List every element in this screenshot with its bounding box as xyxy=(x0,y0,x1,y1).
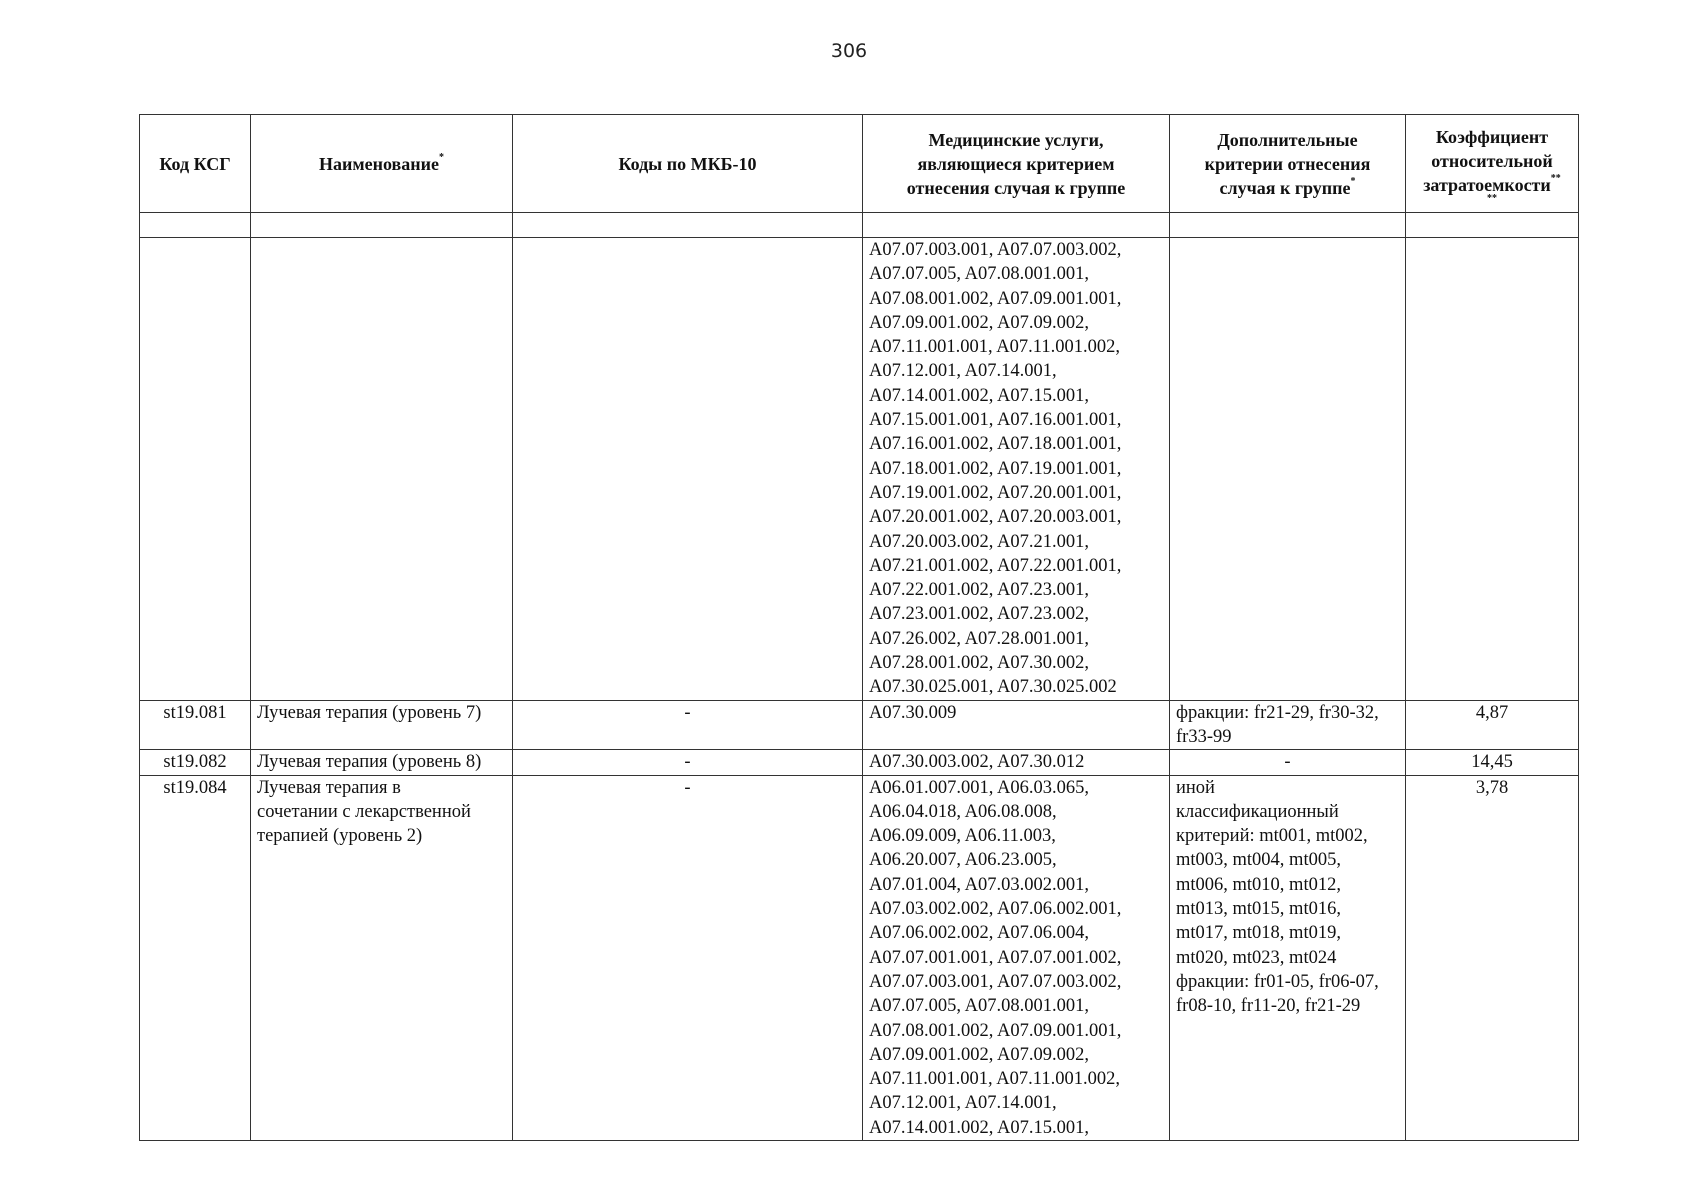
cell-services xyxy=(863,775,1170,1140)
cell-services-line: A07.16.001.002, A07.18.001.001, xyxy=(869,434,1122,455)
cell-services-line: A07.07.001.001, A07.07.001.002, xyxy=(869,947,1122,968)
cell-services-line: A07.14.001.002, A07.15.001, xyxy=(869,385,1089,406)
cell-services-line: A06.01.007.001, A06.03.065, xyxy=(869,777,1089,798)
cell-services-line: A07.08.001.002, A07.09.001.001, xyxy=(869,1020,1122,1041)
cell-services-line: A07.28.001.002, A07.30.002, xyxy=(869,653,1089,674)
cell-services-line: A07.12.001, A07.14.001, xyxy=(869,1093,1057,1114)
header-coefficient: Коэффициент относительной затратоемкости** ** xyxy=(1406,115,1579,213)
header-services: Медицинские услуги, являющиеся критерием отнесения случая к группе xyxy=(863,115,1170,213)
table-header-row xyxy=(140,115,1579,213)
table-row xyxy=(140,238,1579,701)
cell-criteria-line: mt013, mt015, mt016, xyxy=(1176,899,1341,920)
cell-coefficient-text: 4,87 xyxy=(1475,702,1509,723)
cell-criteria-line: иной xyxy=(1176,777,1215,798)
header-criteria: Дополнительные критерии отнесения случая к группе* xyxy=(1170,115,1406,213)
cell-services-line: A07.07.003.001, A07.07.003.002, xyxy=(869,971,1122,992)
header-name: Наименование* xyxy=(251,115,513,213)
cell-mkb-text: - xyxy=(684,752,691,773)
cell-name xyxy=(251,700,513,750)
cell-name xyxy=(251,750,513,775)
cell-mkb-text: - xyxy=(684,777,691,798)
table-row xyxy=(140,750,1579,775)
table-body xyxy=(140,238,1579,1141)
cell-services-line: A06.20.007, A06.23.005, xyxy=(869,850,1057,871)
ksg-table xyxy=(139,114,1579,1141)
cell-services-line: A07.11.001.001, A07.11.001.002, xyxy=(869,337,1120,358)
cell-services-line: A07.26.002, A07.28.001.001, xyxy=(869,628,1089,649)
cell-services-line: A07.06.002.002, A07.06.004, xyxy=(869,923,1089,944)
cell-services-line: A07.18.001.002, A07.19.001.001, xyxy=(869,458,1122,479)
cell-criteria xyxy=(1170,700,1406,750)
header-coefficient-footnote-mark-2: ** xyxy=(1487,192,1497,204)
cell-criteria-line: критерий: mt001, mt002, xyxy=(1176,826,1368,847)
cell-services xyxy=(863,700,1170,750)
cell-services-line: A07.30.009 xyxy=(869,702,957,723)
table-spacer-row xyxy=(140,213,1579,238)
cell-services-line: A07.20.001.002, A07.20.003.001, xyxy=(869,507,1122,528)
spacer-cell xyxy=(1170,213,1406,238)
cell-code xyxy=(140,775,251,1140)
cell-name xyxy=(251,238,513,701)
cell-criteria-line: - xyxy=(1284,752,1291,773)
cell-code-text: st19.084 xyxy=(163,777,227,798)
cell-services-line: A07.09.001.002, A07.09.002, xyxy=(869,1044,1089,1065)
cell-mkb xyxy=(513,750,863,775)
cell-criteria xyxy=(1170,238,1406,701)
header-criteria-footnote-mark: * xyxy=(1350,175,1356,187)
cell-criteria-line: mt017, mt018, mt019, xyxy=(1176,923,1341,944)
cell-code xyxy=(140,750,251,775)
cell-services-line: A06.09.009, A06.11.003, xyxy=(869,826,1056,847)
cell-name-line: терапией (уровень 2) xyxy=(257,826,423,847)
cell-services-line: A07.11.001.001, A07.11.001.002, xyxy=(869,1069,1120,1090)
cell-code xyxy=(140,238,251,701)
cell-criteria xyxy=(1170,750,1406,775)
cell-services-line: A07.07.005, A07.08.001.001, xyxy=(869,264,1089,285)
cell-coefficient xyxy=(1406,750,1579,775)
cell-criteria-line: фракции: fr21-29, fr30-32, xyxy=(1176,702,1379,723)
cell-criteria-line: fr33-99 xyxy=(1176,726,1232,747)
cell-name xyxy=(251,775,513,1140)
spacer-cell xyxy=(140,213,251,238)
cell-services-line: A07.20.003.002, A07.21.001, xyxy=(869,531,1089,552)
cell-services-line: A07.23.001.002, A07.23.002, xyxy=(869,604,1089,625)
cell-code-text: st19.081 xyxy=(163,702,227,723)
cell-services-line: A07.30.003.002, A07.30.012 xyxy=(869,752,1085,773)
cell-coefficient xyxy=(1406,238,1579,701)
cell-coefficient-text: 14,45 xyxy=(1471,752,1513,773)
cell-services xyxy=(863,238,1170,701)
cell-services-line: A07.15.001.001, A07.16.001.001, xyxy=(869,410,1122,431)
table-row xyxy=(140,700,1579,750)
header-mkb: Коды по МКБ-10 xyxy=(513,115,863,213)
cell-coefficient-text: 3,78 xyxy=(1475,777,1509,798)
cell-mkb xyxy=(513,775,863,1140)
spacer-cell xyxy=(513,213,863,238)
cell-services-line: A07.19.001.002, A07.20.001.001, xyxy=(869,482,1122,503)
cell-services-line: A07.03.002.002, A07.06.002.001, xyxy=(869,899,1122,920)
cell-name-line: Лучевая терапия (уровень 7) xyxy=(257,702,482,723)
header-name-footnote-mark: * xyxy=(439,151,444,163)
cell-criteria xyxy=(1170,775,1406,1140)
cell-name-line: Лучевая терапия (уровень 8) xyxy=(257,752,482,773)
page-number: 306 xyxy=(830,40,868,62)
cell-services-line: A07.30.025.001, A07.30.025.002 xyxy=(869,677,1117,698)
cell-mkb-text: - xyxy=(684,702,691,723)
cell-services xyxy=(863,750,1170,775)
cell-mkb xyxy=(513,700,863,750)
cell-services-line: A07.12.001, A07.14.001, xyxy=(869,361,1057,382)
cell-coefficient xyxy=(1406,700,1579,750)
header-coefficient-footnote-mark: ** xyxy=(1550,172,1561,184)
cell-code-text: st19.082 xyxy=(163,752,227,773)
cell-services-line: A07.07.003.001, A07.07.003.002, xyxy=(869,240,1122,260)
cell-mkb xyxy=(513,238,863,701)
spacer-cell xyxy=(251,213,513,238)
cell-services-line: A07.22.001.002, A07.23.001, xyxy=(869,580,1089,601)
table-row xyxy=(140,775,1579,1140)
cell-services-line: A07.09.001.002, A07.09.002, xyxy=(869,312,1089,333)
cell-criteria-line: mt003, mt004, mt005, xyxy=(1176,850,1341,871)
cell-services-line: A07.08.001.002, A07.09.001.001, xyxy=(869,288,1122,309)
cell-name-line: Лучевая терапия в xyxy=(257,777,401,798)
cell-services-line: A07.01.004, A07.03.002.001, xyxy=(869,874,1089,895)
cell-coefficient xyxy=(1406,775,1579,1140)
spacer-cell xyxy=(1406,213,1579,238)
cell-code xyxy=(140,700,251,750)
spacer-cell xyxy=(863,213,1170,238)
cell-criteria-line: mt020, mt023, mt024 xyxy=(1176,947,1337,968)
cell-criteria-line: фракции: fr01-05, fr06-07, xyxy=(1176,971,1379,992)
cell-services-line: A07.14.001.002, A07.15.001, xyxy=(869,1117,1089,1138)
cell-criteria-line: fr08-10, fr11-20, fr21-29 xyxy=(1176,996,1361,1017)
cell-services-line: A06.04.018, A06.08.008, xyxy=(869,801,1057,822)
header-code: Код КСГ xyxy=(140,115,251,213)
cell-services-line: A07.21.001.002, A07.22.001.001, xyxy=(869,555,1122,576)
cell-name-line: сочетании с лекарственной xyxy=(257,801,471,822)
cell-criteria-line: mt006, mt010, mt012, xyxy=(1176,874,1341,895)
cell-services-line: A07.07.005, A07.08.001.001, xyxy=(869,996,1089,1017)
cell-criteria-line: классификационный xyxy=(1176,801,1339,822)
